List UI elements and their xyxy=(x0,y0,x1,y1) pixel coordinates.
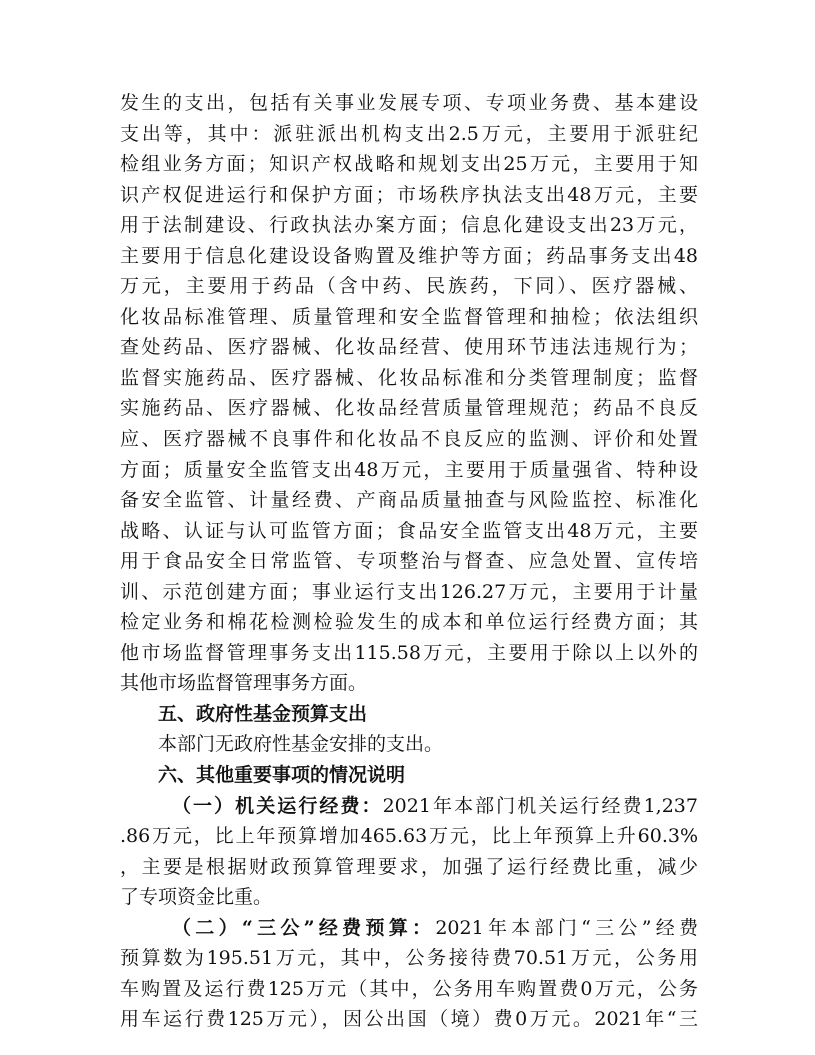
paragraph-line: 发生的支出，包括有关事业发展专项、专项业务费、基本建设 xyxy=(120,92,698,114)
paragraph-line: 识产权促进运行和保护方面；市场秩序执法支出48万元，主要 xyxy=(120,183,698,206)
paragraph-line: 查处药品、医疗器械、化妆品经营、使用环节违法违规行为； xyxy=(120,336,698,359)
paragraph-line: 主要用于信息化建设设备购置及维护等方面；药品事务支出48 xyxy=(120,244,698,267)
paragraph-line: 应、医疗器械不良事件和化妆品不良反应的监测、评价和处置 xyxy=(120,428,698,451)
item-1-first-line xyxy=(120,791,698,822)
item-2-first-line xyxy=(120,913,698,944)
item-1-paragraph xyxy=(120,791,698,913)
item-1-first-text: 2021年本部门机关运行经费1,237 xyxy=(382,794,698,817)
item-1-line: 了专项资金比重。 xyxy=(120,886,273,909)
paragraph-line: 万元，主要用于药品（含中药、民族药，下同）、医疗器械、 xyxy=(120,275,698,298)
section-5-heading: 五、政府性基金预算支出 xyxy=(158,702,368,725)
paragraph-line: 支出等，其中：派驻派出机构支出2.5万元，主要用于派驻纪 xyxy=(120,122,698,145)
item-1-line: ，主要是根据财政预算管理要求，加强了运行经费比重，减少 xyxy=(120,855,698,878)
paragraph-line: 实施药品、医疗器械、化妆品经营质量管理规范；药品不良反 xyxy=(120,397,698,420)
paragraph-line: 他市场监督管理事务支出115.58万元，主要用于除以上以外的 xyxy=(120,641,698,664)
section-6-heading: 六、其他重要事项的情况说明 xyxy=(158,764,406,787)
item-1-line: .86万元，比上年预算增加465.63万元，比上年预算上升60.3% xyxy=(120,825,698,848)
paragraph-line: 监督实施药品、医疗器械、化妆品标准和分类管理制度；监督 xyxy=(120,366,698,389)
paragraph-line: 备安全监管、计量经费、产商品质量抽查与风险监控、标准化 xyxy=(120,489,698,512)
paragraph-line: 化妆品标准管理、质量管理和安全监督管理和抽检；依法组织 xyxy=(120,305,698,328)
item-2-line: 用车运行费125万元），因公出国（境）费0万元。2021年“三 xyxy=(120,1008,698,1031)
item-2-first-text: 2021年本部门“三公”经费 xyxy=(435,916,698,939)
paragraph-line: 检定业务和棉花检测检验发生的成本和单位运行经费方面；其 xyxy=(120,611,698,634)
main-paragraph xyxy=(120,88,698,699)
paragraph-line: 其他市场监督管理事务方面。 xyxy=(120,672,368,695)
item-2-paragraph xyxy=(120,913,698,1035)
paragraph-line: 战略、认证与认可监管方面；食品安全监管支出48万元，主要 xyxy=(120,519,698,542)
paragraph-line: 用于食品安全日常监管、专项整治与督查、应急处置、宣传培 xyxy=(120,550,698,573)
section-5-text: 本部门无政府性基金安排的支出。 xyxy=(158,733,444,756)
paragraph-line: 方面；质量安全监管支出48万元，主要用于质量强省、特种设 xyxy=(120,458,698,481)
document-page xyxy=(120,88,698,1035)
item-1-label: （一）机关运行经费： xyxy=(172,794,383,817)
paragraph-line: 检组业务方面；知识产权战略和规划支出25万元，主要用于知 xyxy=(120,153,698,176)
paragraph-line: 训、示范创建方面；事业运行支出126.27万元，主要用于计量 xyxy=(120,580,698,603)
item-2-line: 预算数为195.51万元，其中，公务接待费70.51万元，公务用 xyxy=(120,947,698,970)
item-2-line: 车购置及运行费125万元（其中，公务用车购置费0万元，公务 xyxy=(120,977,698,1000)
item-2-label: （二）“三公”经费预算： xyxy=(172,916,436,939)
paragraph-line: 用于法制建设、行政执法办案方面；信息化建设支出23万元， xyxy=(120,214,698,237)
